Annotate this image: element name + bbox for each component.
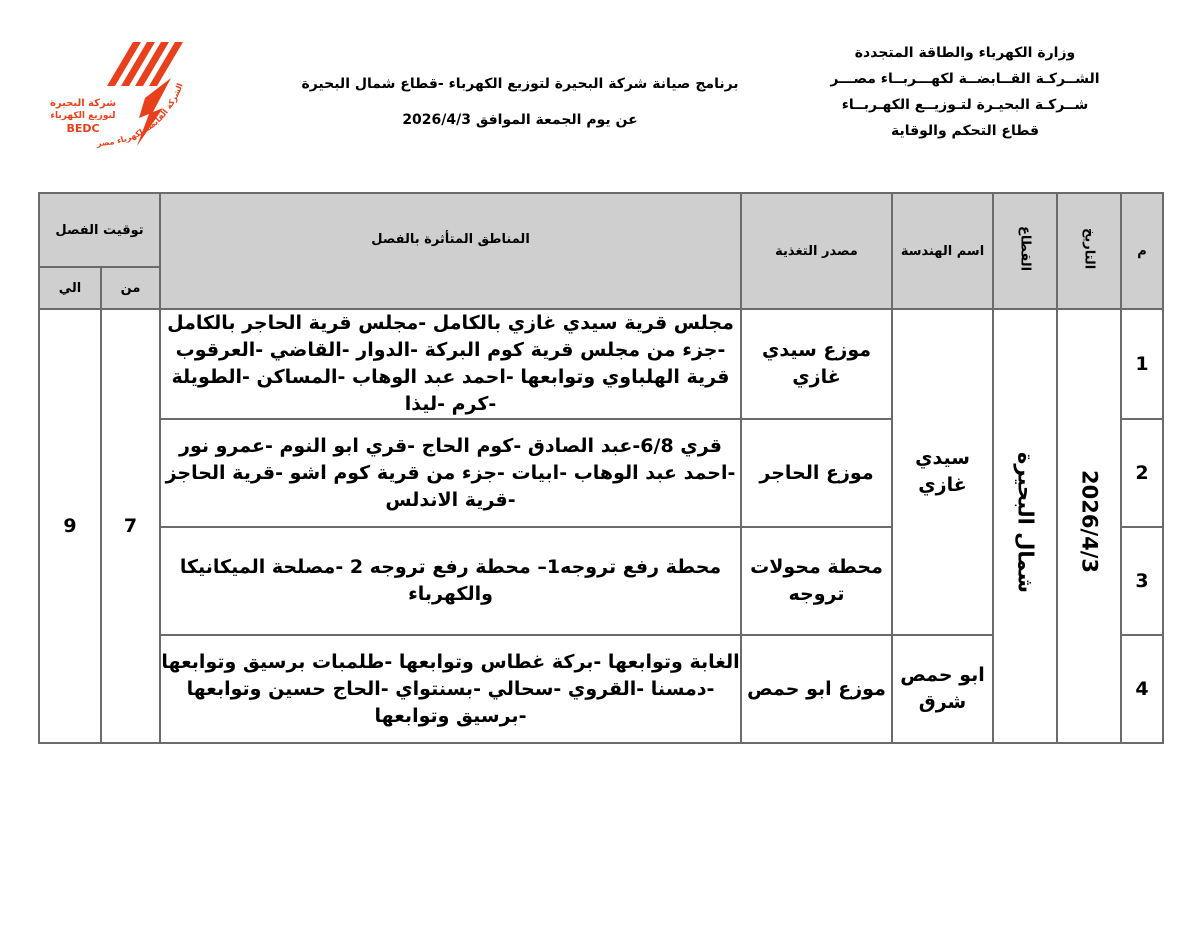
row-num: 4 bbox=[1121, 635, 1163, 743]
company-logo bbox=[45, 38, 185, 153]
header-sector: القطاع bbox=[993, 193, 1057, 309]
time-to-cell: 9 bbox=[39, 309, 101, 743]
logo-abbr: BEDC bbox=[66, 122, 100, 135]
header-to: الي bbox=[39, 267, 101, 309]
time-from-cell: 7 bbox=[101, 309, 160, 743]
program-title: برنامج صيانة شركة البحيرة لتوزيع الكهرباء -قطاع شمال البحيرة bbox=[301, 76, 739, 92]
areas-cell: محطة رفع تروجه1– محطة رفع تروجه 2 -مصلحة الميكانيكا والكهرباء bbox=[160, 527, 741, 635]
logo-text-line2: لتوزيع الكهرباء bbox=[50, 111, 116, 121]
header-date: التاريخ bbox=[1057, 193, 1121, 309]
program-date: عن يوم الجمعة الموافق 2026/4/3 bbox=[402, 112, 638, 128]
sector-cell: شمال البحيرة bbox=[993, 309, 1057, 743]
header-from: من bbox=[101, 267, 160, 309]
maintenance-schedule-table bbox=[38, 192, 1164, 744]
header-engineering: اسم الهندسة bbox=[892, 193, 993, 309]
source-cell: موزع الحاجر bbox=[741, 419, 892, 527]
holding-company-name: الشــركـة القــابضــة لكهـــربــاء مصـــر bbox=[830, 71, 1100, 87]
header-timing: توقيت الفصل bbox=[39, 193, 160, 267]
row-num: 1 bbox=[1121, 309, 1163, 419]
program-header bbox=[290, 66, 750, 138]
engineering-cell: سيدي غازي bbox=[892, 309, 993, 635]
engineering-cell: ابو حمص شرق bbox=[892, 635, 993, 743]
header-num: م bbox=[1121, 193, 1163, 309]
table-row bbox=[39, 309, 1163, 419]
source-cell: موزع سيدي غازي bbox=[741, 309, 892, 419]
areas-cell: مجلس قرية سيدي غازي بالكامل -مجلس قرية الحاجر بالكامل -جزء من مجلس قرية كوم البركة -الدوار -القاضي -العرقوب قرية الهلباوي وتوابعها -احمد عبد الوهاب -المساكن -الطويلة -كرم -ليذا bbox=[160, 309, 741, 419]
areas-cell: قري 6/8-عبد الصادق -كوم الحاج -قري ابو النوم -عمرو نور -احمد عبد الوهاب -ابيات -جزء من قرية كوم اشو -قرية الحاجز -قرية الاندلس bbox=[160, 419, 741, 527]
areas-cell: الغابة وتوابعها -بركة غطاس وتوابعها -طلمبات برسيق وتوابعها -دمسنا -القروي -سحالي -بسنتواي -الحاج حسين وتوابعها -برسيق وتوابعها bbox=[160, 635, 741, 743]
row-num: 3 bbox=[1121, 527, 1163, 635]
source-cell: محطة محولات تروجه bbox=[741, 527, 892, 635]
row-num: 2 bbox=[1121, 419, 1163, 527]
source-cell: موزع ابو حمص bbox=[741, 635, 892, 743]
header-areas: المناطق المتأثرة بالفصل bbox=[160, 193, 741, 309]
logo-text-line1: شركة البحيرة bbox=[49, 98, 117, 109]
date-cell: 2026/4/3 bbox=[1057, 309, 1121, 743]
ministry-header bbox=[830, 40, 1100, 144]
sector-name: قطاع التحكم والوقاية bbox=[890, 123, 1040, 139]
ministry-name: وزارة الكهرباء والطاقة المتجددة bbox=[854, 45, 1076, 61]
logo-graphic bbox=[45, 38, 185, 153]
header-source: مصدر التغذية bbox=[741, 193, 892, 309]
company-name: شــركـة البحيـرة لتـوزيــع الكهـربــاء bbox=[841, 97, 1089, 113]
logo-arc-text: الشركة القابضة لكهرباء مصر bbox=[96, 82, 185, 149]
